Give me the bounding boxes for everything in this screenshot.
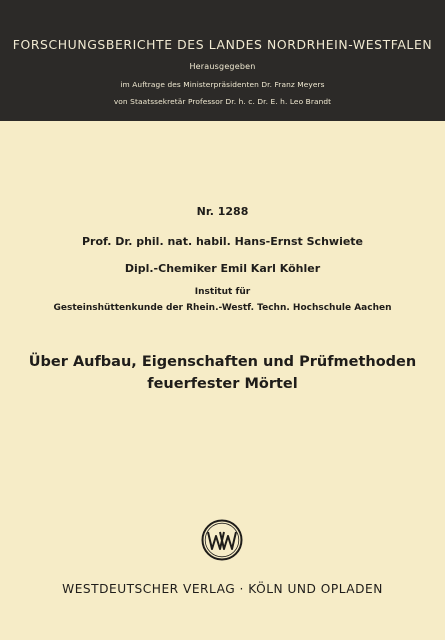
- series-header-band: [0, 0, 445, 121]
- editor-line-3: von Staatssekretär Professor Dr. h. c. Dr. E. h. Leo Brandt: [113, 97, 332, 106]
- series-title: FORSCHUNGSBERICHTE DES LANDES NORDRHEIN-WESTFALEN: [12, 37, 433, 52]
- editor-line-1: Herausgegeben: [189, 62, 256, 71]
- institute-line-1: Institut für: [194, 287, 251, 297]
- book-title-line-2: feuerfester Mörtel: [147, 376, 298, 392]
- editor-line-2: im Auftrage des Ministerpräsidenten Dr. Franz Meyers: [120, 80, 325, 89]
- westdeutscher-verlag-ww-logo-icon: [201, 519, 243, 561]
- institute-line-2: Gesteinshüttenkunde der Rhein.-Westf. Techn. Hochschule Aachen: [53, 303, 392, 313]
- publisher-name: WESTDEUTSCHER VERLAG · KÖLN UND OPLADEN: [62, 582, 383, 596]
- author-2: Dipl.-Chemiker Emil Karl Köhler: [124, 262, 321, 275]
- book-title-line-1: Über Aufbau, Eigenschaften und Prüfmethoden: [28, 354, 417, 370]
- report-number: Nr. 1288: [196, 205, 249, 218]
- author-1: Prof. Dr. phil. nat. habil. Hans-Ernst Schwiete: [81, 235, 364, 248]
